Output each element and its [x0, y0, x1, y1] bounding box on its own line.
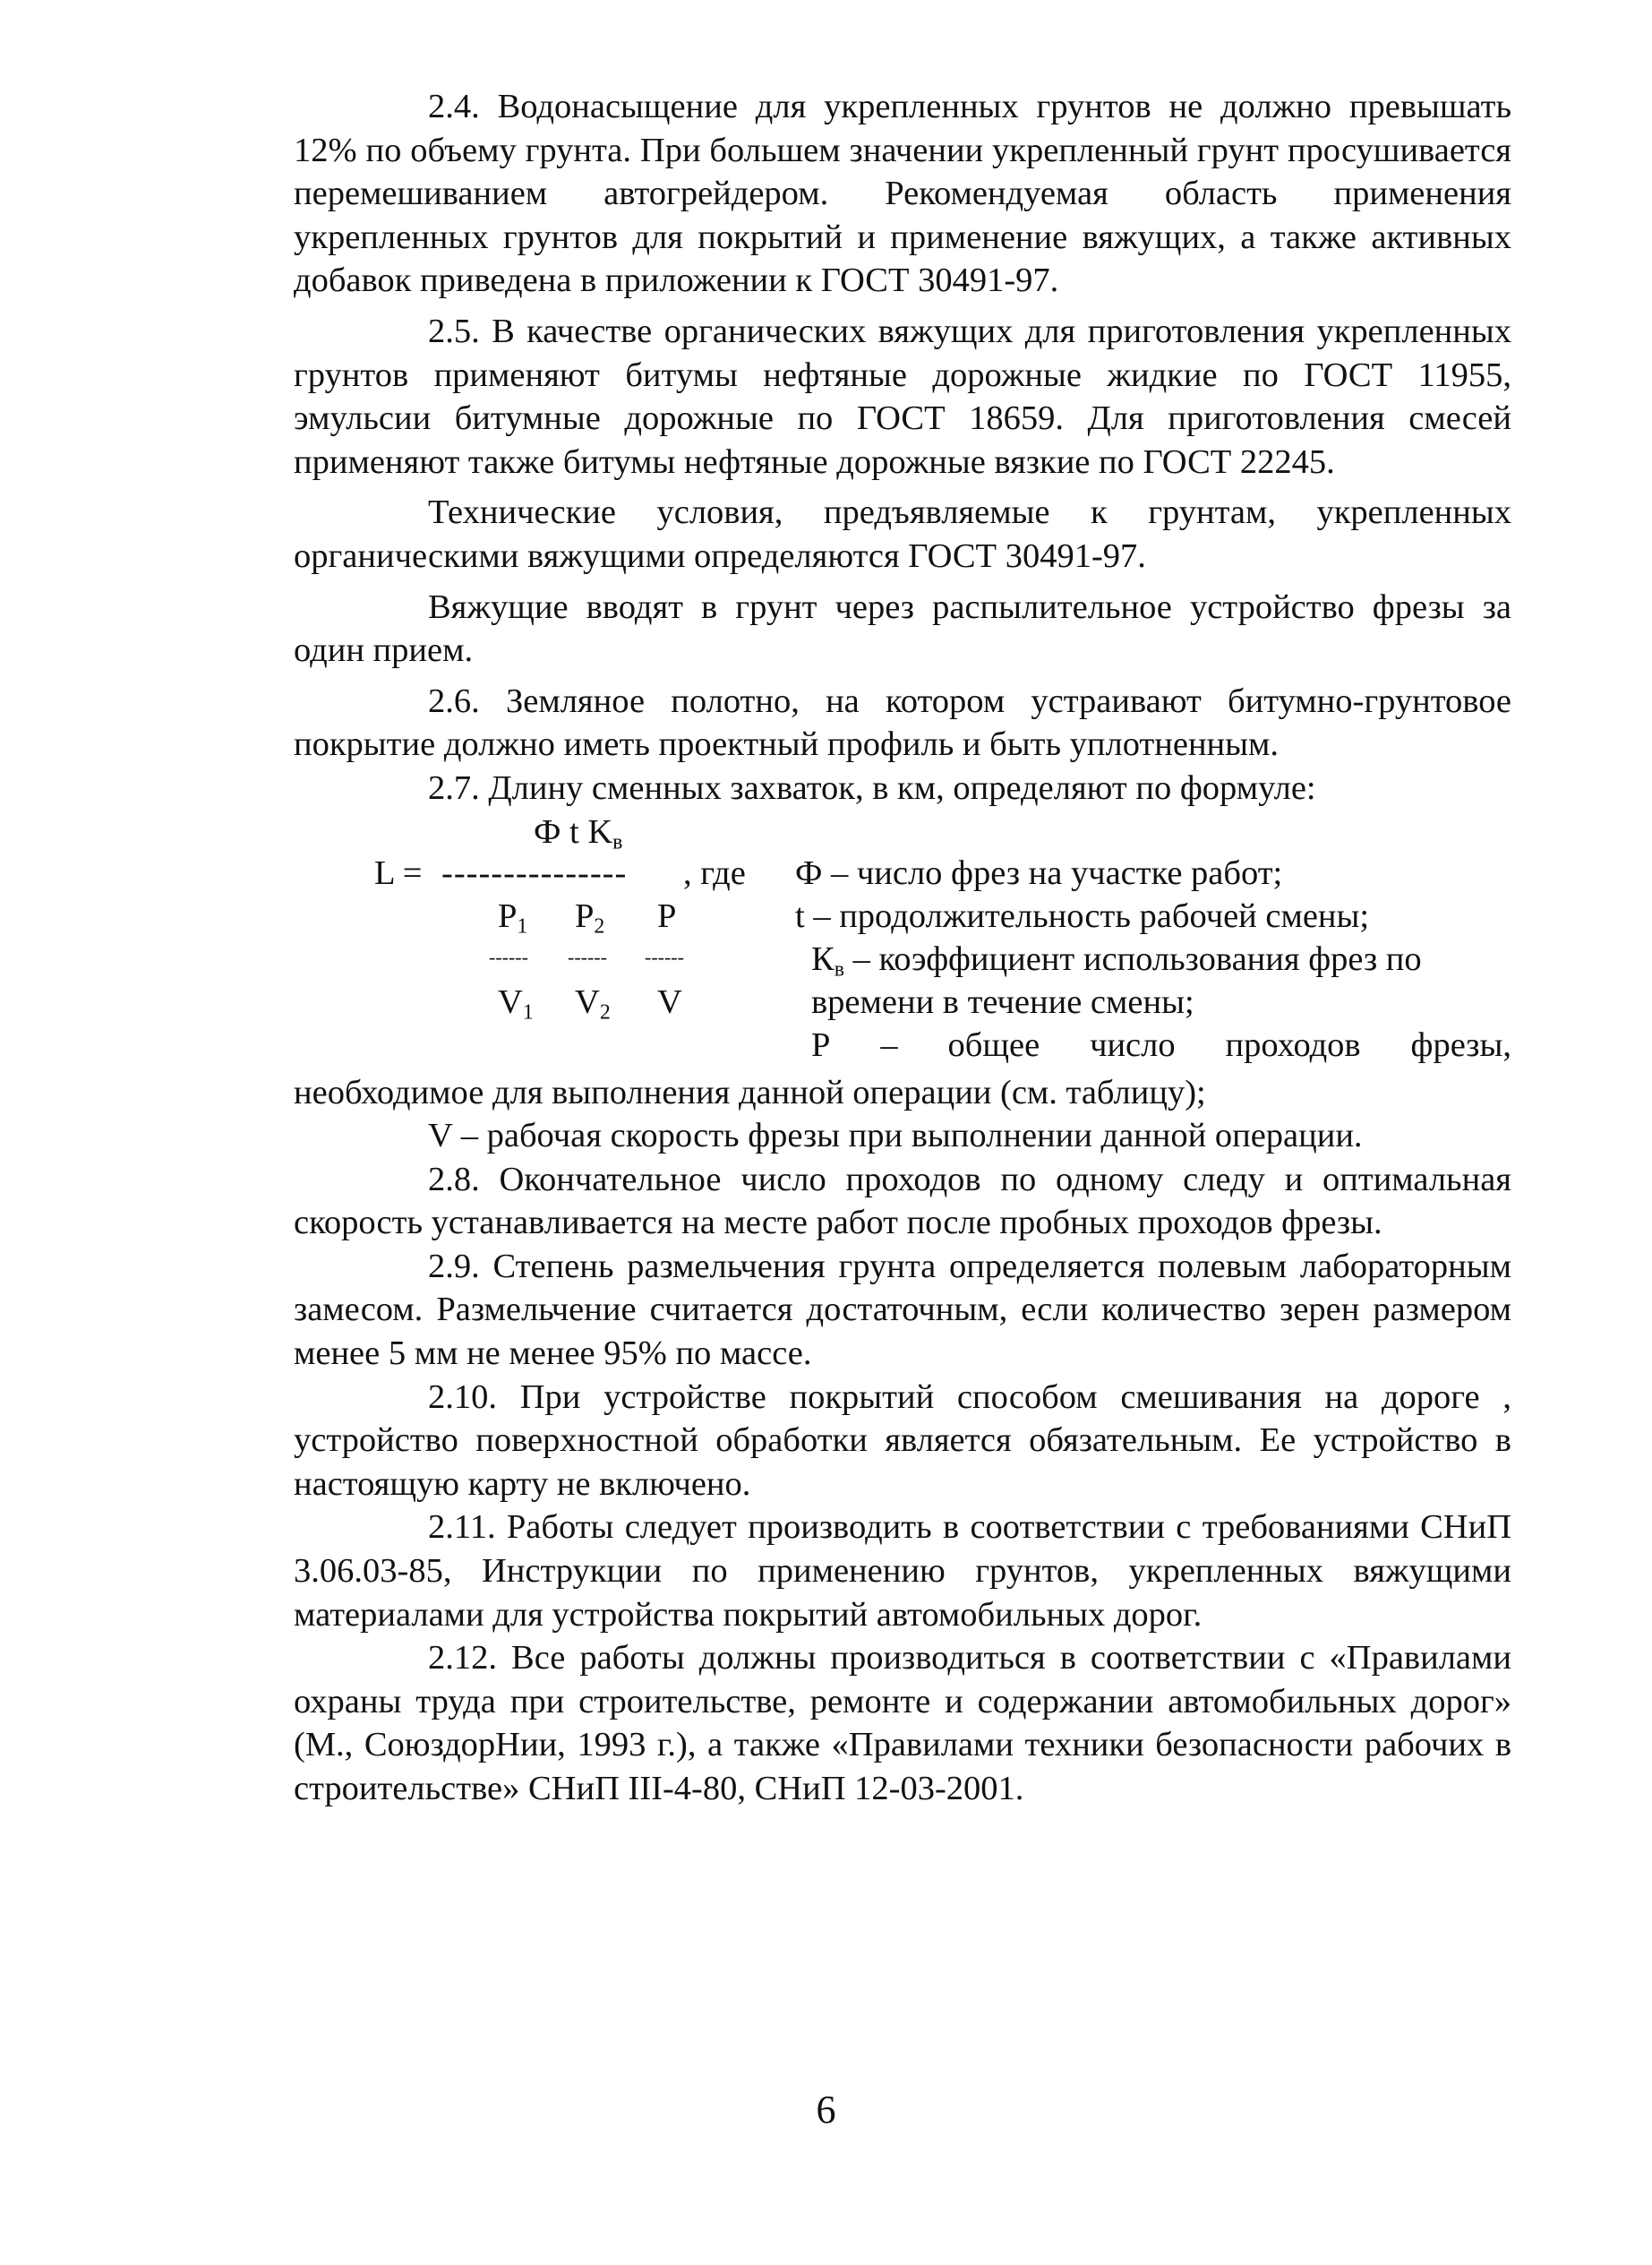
paragraph-2-8: 2.8. Окончательное число проходов по одному следу и оптимальная скорость устанавливается на месте работ после пробных проходов фрезы. [294, 1160, 1511, 1242]
paragraph-2-11: 2.11. Работы следует производить в соответствии с требованиями СНиП 3.06.03-85, Инструкции по применению грунтов, укрепленных вяжущими материалами для устройства покрытий автомобильных дорог. [294, 1508, 1511, 1634]
formula-fraction-line: --------------- [441, 854, 628, 892]
definition-t: t – продолжительность рабочей смены; [795, 897, 1370, 935]
paragraph-binder-input: Вяжущие вводят в грунт через распылительное устройство фрезы за один прием. [294, 588, 1511, 670]
paragraph-2-6: 2.6. Земляное полотно, на котором устраивают битумно-грунтовое покрытие должно иметь проектный профиль и быть уплотненным. [294, 682, 1511, 764]
definition-p-cont: необходимое для выполнения данной операции (см. таблицу); [294, 1073, 1206, 1111]
paragraph-2-12: 2.12. Все работы должны производиться в соответствии с «Правилами охраны труда при строительстве, ремонте и содержании автомобильных дорог» (М., СоюздорНии, 1993 г.), а также «Правилами техники безопасности рабочих в строительстве» СНиП III-4-80, СНиП 12-03-2001. [294, 1639, 1511, 1807]
definition-k: $К_в$ – коэффициент использования фрез по [811, 939, 1422, 982]
formula-p2: $P_2$ [575, 897, 605, 939]
body-text [294, 85, 1511, 1811]
page-number: 6 [816, 2088, 836, 2132]
formula-lhs: L = [374, 854, 423, 892]
paragraph-technical-conditions: Технические условия, предъявляемые к грунтам, укрепленных органическими вяжущими определяются ГОСТ 30491-97. [294, 493, 1511, 575]
definition-phi: Ф – число фрез на участке работ; [795, 854, 1283, 892]
formula-numerator: Ф t $K_в$ [534, 812, 623, 854]
paragraph-2-5: 2.5. В качестве органических вяжущих для приготовления укрепленных грунтов применяют битумы нефтяные дорожные жидкие по ГОСТ 11955, эмульсии битумные дорожные по ГОСТ 18659. Для приготовления смесей применяют также битумы нефтяные дорожные вязкие по ГОСТ 22245. [294, 312, 1511, 481]
formula-p1: $P_1$ [498, 897, 528, 939]
definition-k-cont: времени в течение смены; [811, 982, 1194, 1021]
formula-small-line-2: ------ [568, 945, 607, 968]
formula-where: , где [683, 854, 746, 892]
paragraph-2-9: 2.9. Степень размельчения грунта определяется полевым лабораторным замесом. Размельчение считается достаточным, если количество зерен размером менее 5 мм не менее 95% по массе. [294, 1247, 1511, 1373]
formula-small-line-1: ------ [489, 945, 528, 968]
definition-p: Р – общее число проходов фрезы, [811, 1025, 1511, 1064]
paragraph-2-4: 2.4. Водонасыщение для укрепленных грунтов не должно превышать 12% по объему грунта. При большем значении укрепленный грунт просушивается перемешиванием автогрейдером. Рекомендуемая область применения укрепленных грунтов для покрытий и применение вяжущих, а также активных добавок приведена в приложении к ГОСТ 30491-97. [294, 88, 1511, 300]
paragraph-2-7: 2.7. Длину сменных захваток, в км, определяют по формуле: [428, 768, 1316, 807]
formula-v1: $V_1$ [498, 982, 534, 1025]
paragraph-v-definition: V – рабочая скорость фрезы при выполнении данной операции. [428, 1117, 1363, 1155]
formula-block [294, 811, 1511, 1071]
formula-small-line-3: ------ [645, 945, 684, 968]
formula-p3: P [657, 897, 677, 935]
formula-v2: $V_2$ [575, 982, 611, 1025]
formula-v3: V [657, 982, 682, 1021]
paragraph-2-10: 2.10. При устройстве покрытий способом смешивания на дороге , устройство поверхностной обработки является обязательным. Ее устройство в настоящую карту не включено. [294, 1377, 1511, 1503]
